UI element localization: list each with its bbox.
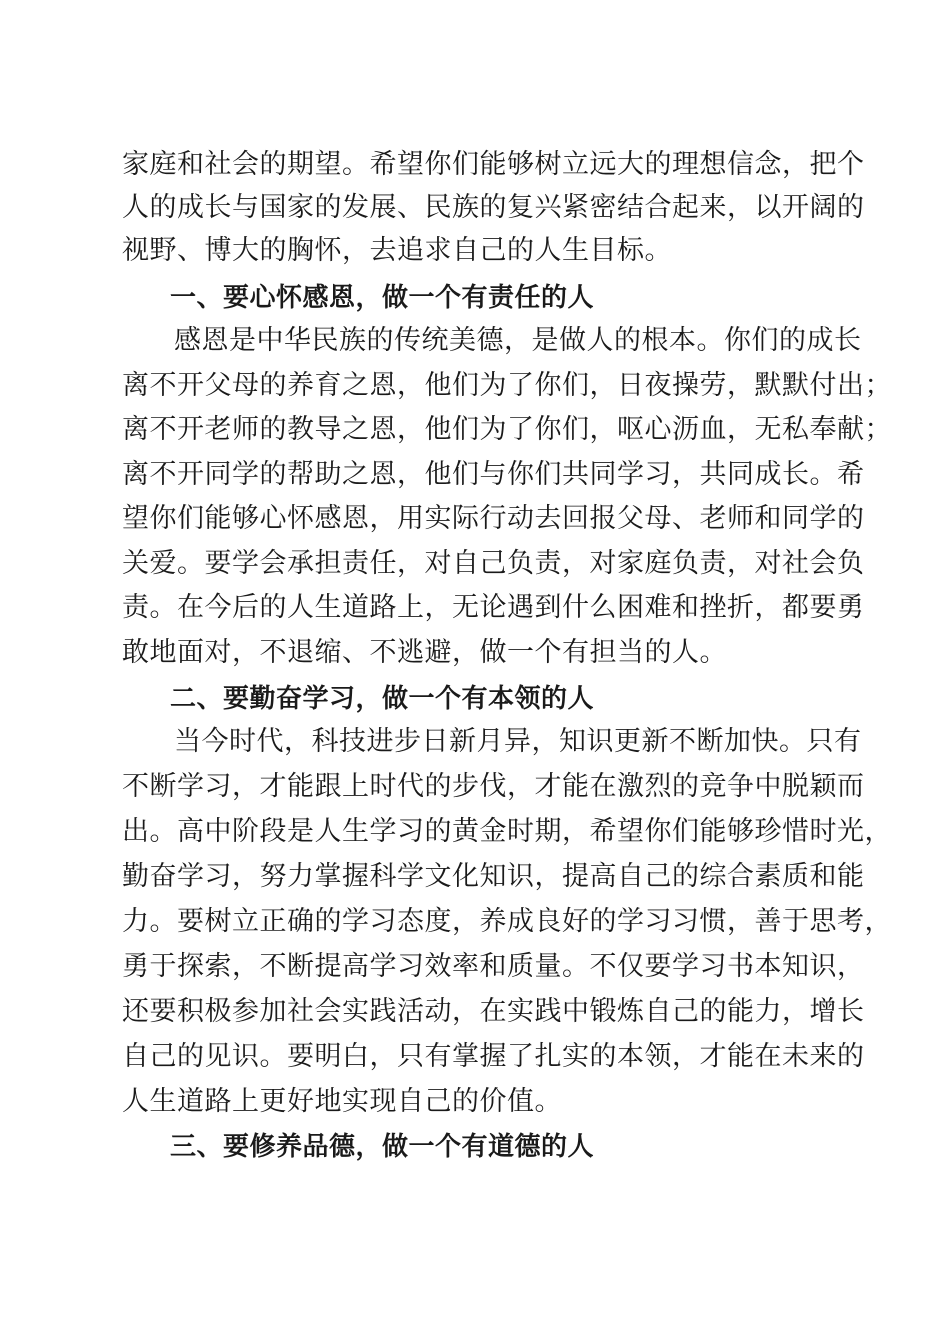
section-2-line-9: 人生道路上更好地实现自己的价值。	[122, 1086, 562, 1117]
section-1-heading: 一、要心怀感恩，做一个有责任的人	[170, 283, 595, 313]
section-2-line-7: 还要积极参加社会实践活动，在实践中锻炼自己的能力，增长	[122, 996, 865, 1027]
section-2-line-6: 勇于探索，不断提高学习效率和质量。不仅要学习书本知识，	[122, 951, 865, 982]
section-1-line-2: 离不开父母的养育之恩，他们为了你们，日夜操劳，默默付出；	[122, 370, 892, 401]
section-1-line-4: 离不开同学的帮助之恩，他们与你们共同学习，共同成长。希	[122, 459, 865, 490]
section-1-line-6: 关爱。要学会承担责任，对自己负责，对家庭负责，对社会负	[122, 548, 865, 579]
section-2-line-1: 当今时代，科技进步日新月异，知识更新不断加快。只有	[174, 726, 862, 757]
section-1-line-8: 敢地面对，不退缩、不逃避，做一个有担当的人。	[122, 637, 727, 668]
intro-line-2: 人的成长与国家的发展、民族的复兴紧密结合起来，以开阔的	[122, 192, 865, 223]
section-1-line-3: 离不开老师的教导之恩，他们为了你们，呕心沥血，无私奉献；	[122, 414, 892, 445]
intro-line-1: 家庭和社会的期望。希望你们能够树立远大的理想信念，把个	[122, 149, 865, 180]
section-3-heading: 三、要修养品德，做一个有道德的人	[170, 1132, 595, 1162]
intro-line-3: 视野、博大的胸怀，去追求自己的人生目标。	[122, 235, 672, 266]
section-1-line-1: 感恩是中华民族的传统美德，是做人的根本。你们的成长	[174, 325, 862, 356]
section-2-line-8: 自己的见识。要明白，只有掌握了扎实的本领，才能在未来的	[122, 1041, 865, 1072]
section-2-line-3: 出。高中阶段是人生学习的黄金时期，希望你们能够珍惜时光，	[122, 816, 892, 847]
section-2-line-5: 力。要树立正确的学习态度，养成良好的学习习惯，善于思考，	[122, 906, 892, 937]
section-1-line-7: 责。在今后的人生道路上，无论遇到什么困难和挫折，都要勇	[122, 592, 865, 623]
section-2-line-2: 不断学习，才能跟上时代的步伐，才能在激烈的竞争中脱颖而	[122, 771, 865, 802]
section-2-line-4: 勤奋学习，努力掌握科学文化知识，提高自己的综合素质和能	[122, 861, 865, 892]
section-1-line-5: 望你们能够心怀感恩，用实际行动去回报父母、老师和同学的	[122, 503, 865, 534]
section-2-heading: 二、要勤奋学习，做一个有本领的人	[170, 684, 595, 714]
